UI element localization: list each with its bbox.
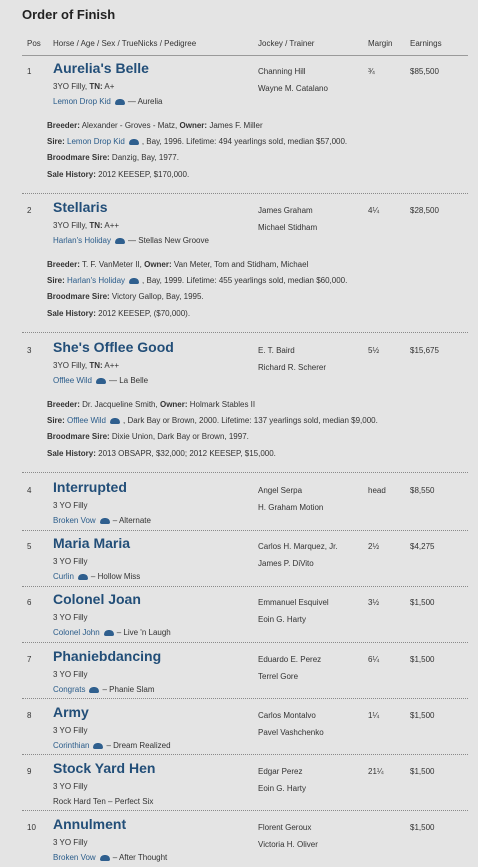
sire-link[interactable]: Corinthian xyxy=(53,741,90,750)
sale-history-line: Sale History: 2013 OBSAPR, $32,000; 2012 KEESEP, $15,000. xyxy=(47,449,276,458)
sire-link[interactable]: Broken Vow xyxy=(53,516,96,525)
header-margin: Margin xyxy=(368,39,393,48)
horse-name-link[interactable]: Stellaris xyxy=(53,199,108,215)
jockey: James Graham xyxy=(258,206,313,215)
sire-detail-link[interactable]: Harlan's Holiday xyxy=(67,276,126,285)
horse-name-link[interactable]: Maria Maria xyxy=(53,535,131,551)
margin: ¾ xyxy=(368,67,375,76)
breeder-line: Breeder: T. F. VanMeter II, Owner: Van Meter, Tom and Stidham, Michael xyxy=(47,260,309,269)
pedigree: Colonel John – Live 'n Laugh xyxy=(53,628,171,637)
trainer: Eoin G. Harty xyxy=(258,615,307,624)
horse-info: 3 YO Filly xyxy=(53,501,88,510)
earnings: $15,675 xyxy=(410,346,439,355)
pedigree: Lemon Drop Kid — Aurelia xyxy=(53,97,163,106)
sire-link[interactable]: Curlin xyxy=(53,572,74,581)
truenicks-icon[interactable] xyxy=(129,139,139,145)
pedigree: Harlan's Holiday — Stellas New Groove xyxy=(53,236,209,245)
sire-link[interactable]: Harlan's Holiday xyxy=(53,236,111,245)
pedigree: Corinthian – Dream Realized xyxy=(53,741,171,750)
margin: 5½ xyxy=(368,346,380,355)
earnings: $1,500 xyxy=(410,655,435,664)
margin: 3½ xyxy=(368,598,380,607)
sire-link[interactable]: Lemon Drop Kid xyxy=(53,97,111,106)
truenicks-icon[interactable] xyxy=(96,378,106,384)
truenicks-icon[interactable] xyxy=(89,687,99,693)
entry-divider xyxy=(22,586,468,587)
horse-name-link[interactable]: Army xyxy=(53,704,89,720)
truenicks-icon[interactable] xyxy=(78,574,88,580)
margin: 4¼ xyxy=(368,206,380,215)
header-horse: Horse / Age / Sex / TrueNicks / Pedigree xyxy=(53,39,197,48)
entry-divider xyxy=(22,754,468,755)
truenicks-icon[interactable] xyxy=(93,743,103,749)
horse-name-link[interactable]: Colonel Joan xyxy=(53,591,141,607)
sire-link[interactable]: Offlee Wild xyxy=(53,376,92,385)
pedigree: Congrats – Phanie Slam xyxy=(53,685,155,694)
broodmare-sire-line: Broodmare Sire: Victory Gallop, Bay, 1995. xyxy=(47,292,204,301)
truenicks-icon[interactable] xyxy=(115,238,125,244)
jockey: Eduardo E. Perez xyxy=(258,655,322,664)
margin: 2½ xyxy=(368,542,380,551)
trainer: Eoin G. Harty xyxy=(258,784,307,793)
finish-position: 2 xyxy=(27,206,32,215)
pedigree: Offlee Wild — La Belle xyxy=(53,376,149,385)
pedigree: Broken Vow – After Thought xyxy=(53,853,168,862)
finish-position: 9 xyxy=(27,767,32,776)
horse-info: 3YO Filly, TN: A++ xyxy=(53,361,120,370)
earnings: $8,550 xyxy=(410,486,435,495)
broodmare-sire-line: Broodmare Sire: Dixie Union, Dark Bay or Brown, 1997. xyxy=(47,432,249,441)
margin: 21¼ xyxy=(368,767,384,776)
sire-link[interactable]: Broken Vow xyxy=(53,853,96,862)
entry-divider xyxy=(22,530,468,531)
margin: 1¼ xyxy=(368,711,380,720)
horse-name-link[interactable]: She's Offlee Good xyxy=(53,339,174,355)
sire-detail-link[interactable]: Offlee Wild xyxy=(67,416,107,425)
finish-position: 5 xyxy=(27,542,32,551)
header-divider xyxy=(22,55,468,56)
trainer: James P. DiVito xyxy=(258,559,314,568)
pedigree: Rock Hard Ten – Perfect Six xyxy=(53,797,154,806)
jockey: Channing Hill xyxy=(258,67,306,76)
jockey: Edgar Perez xyxy=(258,767,303,776)
jockey: Carlos Montalvo xyxy=(258,711,316,720)
horse-name-link[interactable]: Aurelia's Belle xyxy=(53,60,149,76)
earnings: $1,500 xyxy=(410,767,435,776)
sire-detail-link[interactable]: Lemon Drop Kid xyxy=(67,137,125,146)
breeder-line: Breeder: Dr. Jacqueline Smith, Owner: Holmark Stables II xyxy=(47,400,256,409)
entry-divider xyxy=(22,332,468,333)
header-pos: Pos xyxy=(27,39,41,48)
pedigree: Curlin – Hollow Miss xyxy=(53,572,141,581)
horse-info: 3 YO Filly xyxy=(53,670,88,679)
jockey: E. T. Baird xyxy=(258,346,295,355)
finish-position: 3 xyxy=(27,346,32,355)
sale-history-line: Sale History: 2012 KEESEP, ($70,000). xyxy=(47,309,191,318)
finish-position: 7 xyxy=(27,655,32,664)
breeder-line: Breeder: Alexander - Groves - Matz, Owner: James F. Miller xyxy=(47,121,263,130)
entry-divider xyxy=(22,698,468,699)
pedigree: Broken Vow – Alternate xyxy=(53,516,151,525)
trainer: H. Graham Motion xyxy=(258,503,324,512)
horse-info: 3 YO Filly xyxy=(53,613,88,622)
page-title: Order of Finish xyxy=(22,7,116,22)
trainer: Pavel Vashchenko xyxy=(258,728,324,737)
jockey: Carlos H. Marquez, Jr. xyxy=(258,542,338,551)
margin: head xyxy=(368,486,386,495)
horse-info: 3YO Filly, TN: A+ xyxy=(53,82,115,91)
entry-divider xyxy=(22,642,468,643)
sire-line: Sire: Lemon Drop Kid , Bay, 1996. Lifetime: 494 yearlings sold, median $57,000. xyxy=(47,137,348,146)
earnings: $85,500 xyxy=(410,67,439,76)
horse-name-link[interactable]: Phaniebdancing xyxy=(53,648,162,664)
earnings: $1,500 xyxy=(410,598,435,607)
trainer: Michael Stidham xyxy=(258,223,318,232)
horse-info: 3 YO Filly xyxy=(53,782,88,791)
sire-link[interactable]: Congrats xyxy=(53,685,86,694)
jockey: Angel Serpa xyxy=(258,486,303,495)
trainer: Terrel Gore xyxy=(258,672,299,681)
sire-name: Rock Hard Ten xyxy=(53,797,106,806)
entry-divider xyxy=(22,193,468,194)
horse-name-link[interactable]: Annulment xyxy=(53,816,127,832)
header-jockey: Jockey / Trainer xyxy=(258,39,315,48)
finish-position: 8 xyxy=(27,711,32,720)
horse-name-link[interactable]: Stock Yard Hen xyxy=(53,760,156,776)
truenicks-icon[interactable] xyxy=(110,418,120,424)
trainer: Victoria H. Oliver xyxy=(258,840,318,849)
horse-info: 3 YO Filly xyxy=(53,726,88,735)
earnings: $1,500 xyxy=(410,711,435,720)
margin: 6¼ xyxy=(368,655,380,664)
truenicks-icon[interactable] xyxy=(129,278,139,284)
earnings: $28,500 xyxy=(410,206,439,215)
finish-position: 4 xyxy=(27,486,32,495)
sale-history-line: Sale History: 2012 KEESEP, $170,000. xyxy=(47,170,190,179)
trainer: Richard R. Scherer xyxy=(258,363,327,372)
truenicks-icon[interactable] xyxy=(100,855,110,861)
entry-divider xyxy=(22,472,468,473)
finish-position: 1 xyxy=(27,67,32,76)
earnings: $1,500 xyxy=(410,823,435,832)
horse-name-link[interactable]: Interrupted xyxy=(53,479,127,495)
header-earnings: Earnings xyxy=(410,39,442,48)
truenicks-icon[interactable] xyxy=(100,518,110,524)
trainer: Wayne M. Catalano xyxy=(258,84,328,93)
sire-link[interactable]: Colonel John xyxy=(53,628,100,637)
jockey: Emmanuel Esquivel xyxy=(258,598,329,607)
horse-info: 3YO Filly, TN: A++ xyxy=(53,221,120,230)
truenicks-icon[interactable] xyxy=(104,630,114,636)
finish-position: 10 xyxy=(27,823,36,832)
earnings: $4,275 xyxy=(410,542,435,551)
entry-divider xyxy=(22,810,468,811)
sire-line: Sire: Harlan's Holiday , Bay, 1999. Lifetime: 455 yearlings sold, median $60,000. xyxy=(47,276,348,285)
horse-info: 3 YO Filly xyxy=(53,557,88,566)
truenicks-icon[interactable] xyxy=(115,99,125,105)
broodmare-sire-line: Broodmare Sire: Danzig, Bay, 1977. xyxy=(47,153,179,162)
finish-position: 6 xyxy=(27,598,32,607)
sire-line: Sire: Offlee Wild , Dark Bay or Brown, 2000. Lifetime: 137 yearlings sold, median $9,000. xyxy=(47,416,378,425)
horse-info: 3 YO Filly xyxy=(53,838,88,847)
jockey: Florent Geroux xyxy=(258,823,312,832)
